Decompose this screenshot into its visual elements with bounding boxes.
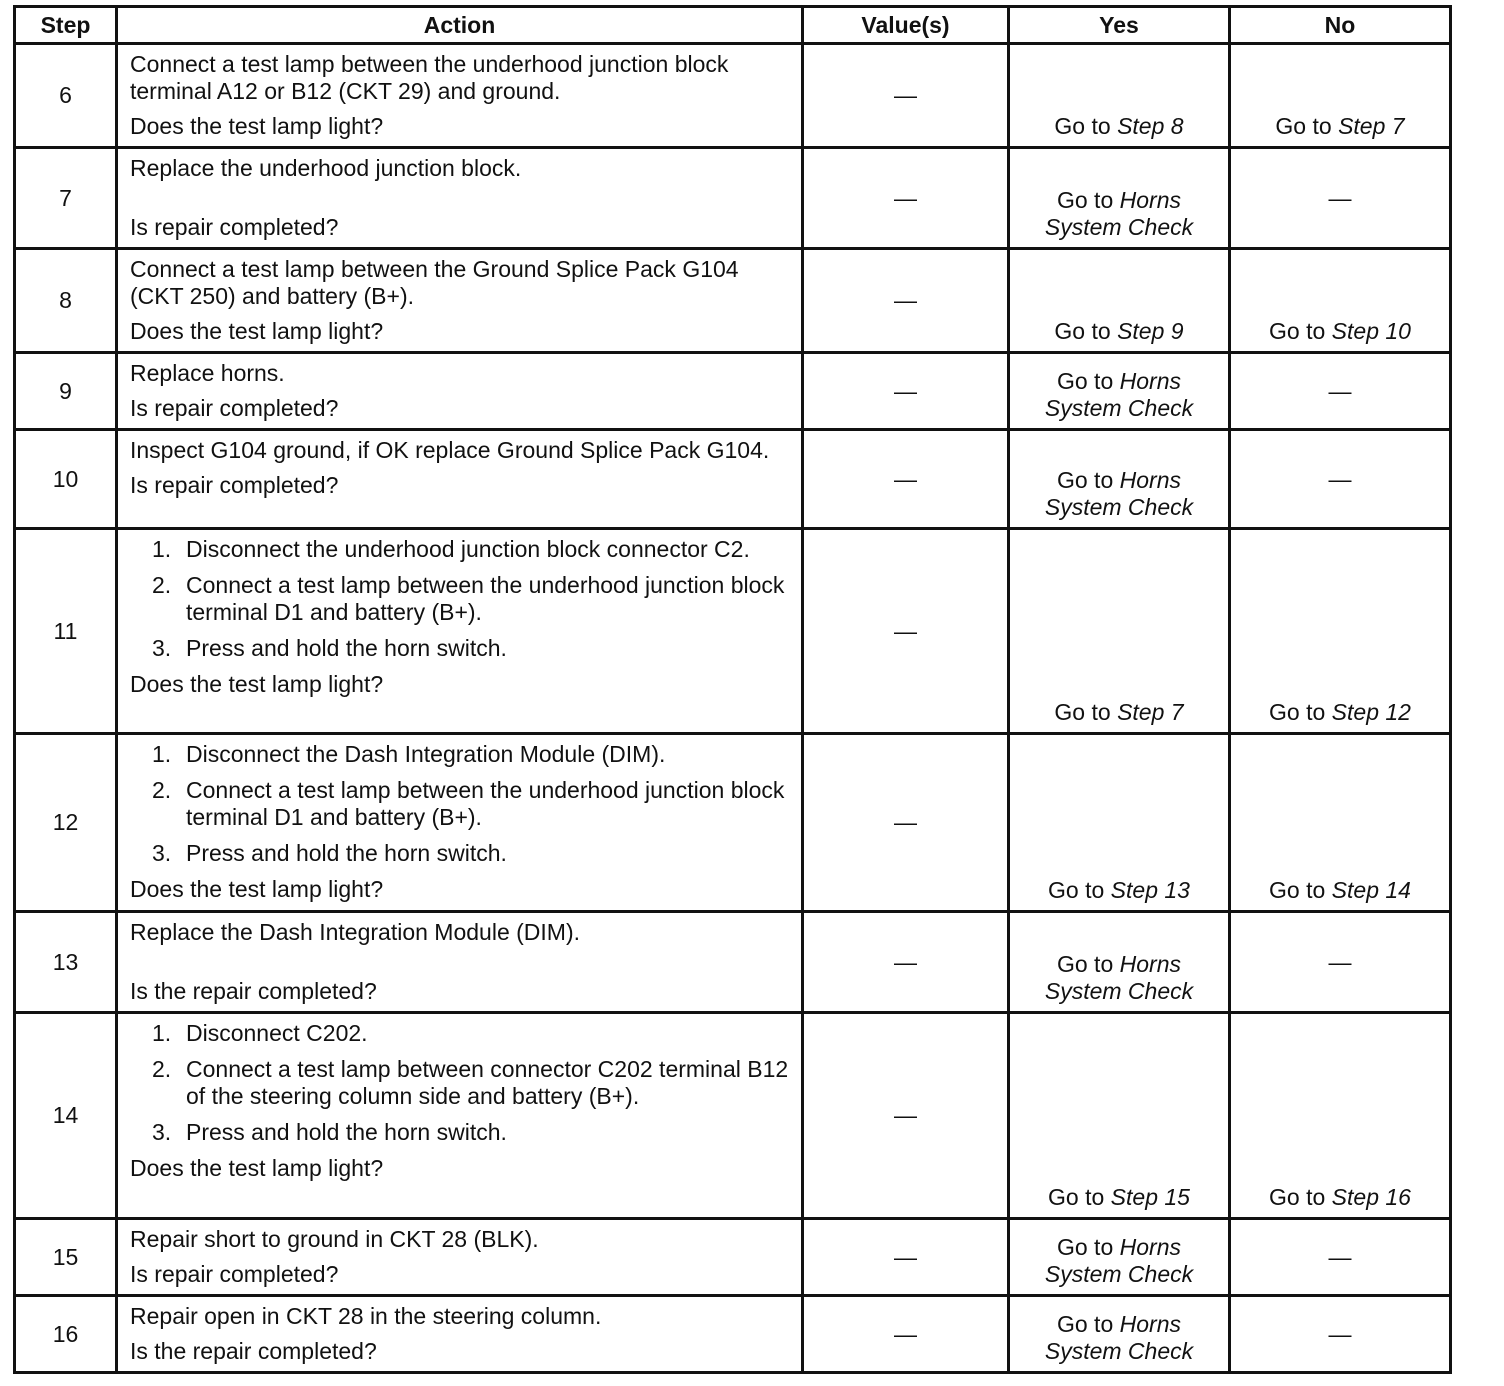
yes-cell xyxy=(1009,1219,1230,1296)
yes-cell xyxy=(1009,734,1230,912)
action-cell xyxy=(117,1219,803,1296)
diagnostic-table xyxy=(13,5,1452,1374)
yes-cell xyxy=(1009,430,1230,529)
table-row xyxy=(15,249,1451,353)
action-cell xyxy=(117,249,803,353)
no-cell xyxy=(1230,430,1451,529)
yes-reference[interactable]: Horns xyxy=(1119,1234,1181,1260)
action-step-number: 3. xyxy=(152,1119,172,1145)
action-question: Is repair completed? xyxy=(130,395,339,421)
step-number: 6 xyxy=(15,44,117,148)
no-cell xyxy=(1230,1013,1451,1219)
yes-cell xyxy=(1009,44,1230,148)
action-gap xyxy=(130,946,791,978)
action-cell xyxy=(117,912,803,1013)
action-step-item xyxy=(130,1020,791,1047)
yes-reference-line2[interactable]: System Check xyxy=(1044,214,1194,240)
yes-reference-line2[interactable]: System Check xyxy=(1044,978,1194,1004)
value-cell: — xyxy=(803,148,1009,249)
value-cell: — xyxy=(803,249,1009,353)
step-number: 11 xyxy=(15,529,117,734)
step-number: 16 xyxy=(15,1296,117,1373)
value-cell: — xyxy=(803,1219,1009,1296)
yes-reference[interactable]: Step 8 xyxy=(1117,113,1184,139)
table-row xyxy=(15,1296,1451,1373)
action-step-text: Connect a test lamp between the underhood junction block terminal D1 and battery (B+). xyxy=(186,572,785,625)
header-yes: Yes xyxy=(1009,7,1230,44)
action-step-number: 2. xyxy=(152,1056,172,1082)
yes-reference-line2[interactable]: System Check xyxy=(1044,395,1194,421)
no-dash: — xyxy=(1328,1243,1352,1270)
value-cell: — xyxy=(803,430,1009,529)
yes-prefix: Go to xyxy=(1056,187,1114,213)
no-cell xyxy=(1230,1219,1451,1296)
yes-prefix: Go to xyxy=(1056,1311,1114,1337)
no-dash: — xyxy=(1328,184,1352,211)
yes-prefix: Go to xyxy=(1048,1184,1105,1210)
action-step-number: 1. xyxy=(152,536,172,562)
yes-reference[interactable]: Horns xyxy=(1119,368,1181,394)
yes-reference[interactable]: Step 7 xyxy=(1117,699,1184,725)
step-number: 9 xyxy=(15,353,117,430)
action-cell xyxy=(117,1013,803,1219)
table-row xyxy=(15,529,1451,734)
yes-reference[interactable]: Horns xyxy=(1119,1311,1181,1337)
action-text: Replace the Dash Integration Module (DIM). xyxy=(130,919,580,945)
no-prefix: Go to xyxy=(1275,113,1332,139)
no-prefix: Go to xyxy=(1269,699,1326,725)
value-cell: — xyxy=(803,353,1009,430)
action-question: Does the test lamp light? xyxy=(130,671,384,697)
action-question: Is repair completed? xyxy=(130,214,339,240)
yes-reference-line2[interactable]: System Check xyxy=(1044,1261,1194,1287)
action-cell xyxy=(117,734,803,912)
no-dash: — xyxy=(1328,377,1352,404)
value-cell: — xyxy=(803,1296,1009,1373)
no-cell xyxy=(1230,734,1451,912)
no-reference[interactable]: Step 12 xyxy=(1331,699,1411,725)
yes-cell xyxy=(1009,1296,1230,1373)
action-question: Is the repair completed? xyxy=(130,978,377,1004)
no-cell xyxy=(1230,353,1451,430)
value-cell: — xyxy=(803,44,1009,148)
diagnostic-table-page xyxy=(13,5,1452,1374)
yes-prefix: Go to xyxy=(1054,113,1111,139)
action-step-item xyxy=(130,1119,791,1146)
action-step-number: 2. xyxy=(152,777,172,803)
action-step-text: Press and hold the horn switch. xyxy=(186,635,507,661)
yes-cell xyxy=(1009,912,1230,1013)
action-text: Connect a test lamp between the Ground Splice Pack G104 (CKT 250) and battery (B+). xyxy=(130,256,739,309)
table-row xyxy=(15,44,1451,148)
action-step-number: 3. xyxy=(152,840,172,866)
action-text: Replace the underhood junction block. xyxy=(130,155,522,181)
action-text: Repair open in CKT 28 in the steering column. xyxy=(130,1303,602,1329)
yes-prefix: Go to xyxy=(1054,699,1111,725)
action-step-text: Press and hold the horn switch. xyxy=(186,1119,507,1145)
yes-prefix: Go to xyxy=(1048,877,1105,903)
action-step-item xyxy=(130,777,791,831)
action-step-text: Connect a test lamp between the underhood junction block terminal D1 and battery (B+). xyxy=(186,777,785,830)
table-row xyxy=(15,148,1451,249)
yes-prefix: Go to xyxy=(1056,368,1114,394)
table-row xyxy=(15,1013,1451,1219)
yes-reference-line2[interactable]: System Check xyxy=(1044,1338,1194,1364)
action-steps-list xyxy=(130,741,791,867)
action-step-item xyxy=(130,840,791,867)
step-number: 10 xyxy=(15,430,117,529)
action-text: Repair short to ground in CKT 28 (BLK). xyxy=(130,1226,539,1252)
header-no: No xyxy=(1230,7,1451,44)
action-text: Inspect G104 ground, if OK replace Ground Splice Pack G104. xyxy=(130,437,770,463)
action-question: Does the test lamp light? xyxy=(130,876,384,902)
action-cell xyxy=(117,148,803,249)
step-number: 15 xyxy=(15,1219,117,1296)
action-steps-list xyxy=(130,1020,791,1146)
yes-reference[interactable]: Step 9 xyxy=(1117,318,1184,344)
action-step-number: 3. xyxy=(152,635,172,661)
action-step-number: 2. xyxy=(152,572,172,598)
action-step-item xyxy=(130,572,791,626)
value-cell: — xyxy=(803,1013,1009,1219)
no-reference[interactable]: Step 14 xyxy=(1331,877,1411,903)
action-text: Replace horns. xyxy=(130,360,285,386)
yes-reference[interactable]: Horns xyxy=(1119,951,1181,977)
action-step-text: Disconnect the Dash Integration Module (DIM). xyxy=(186,741,666,767)
action-step-text: Disconnect C202. xyxy=(186,1020,368,1046)
yes-prefix: Go to xyxy=(1056,951,1114,977)
yes-cell xyxy=(1009,249,1230,353)
no-cell xyxy=(1230,529,1451,734)
no-prefix: Go to xyxy=(1269,318,1326,344)
action-cell xyxy=(117,529,803,734)
yes-reference-line2[interactable]: System Check xyxy=(1044,494,1194,520)
no-dash: — xyxy=(1328,948,1352,975)
yes-prefix: Go to xyxy=(1054,318,1111,344)
action-cell xyxy=(117,430,803,529)
action-step-item xyxy=(130,1056,791,1110)
no-cell xyxy=(1230,44,1451,148)
action-question: Does the test lamp light? xyxy=(130,113,384,139)
no-dash: — xyxy=(1328,465,1352,492)
value-cell: — xyxy=(803,529,1009,734)
no-reference[interactable]: Step 10 xyxy=(1331,318,1411,344)
yes-reference[interactable]: Horns xyxy=(1119,187,1181,213)
action-question: Is repair completed? xyxy=(130,1261,339,1287)
no-cell xyxy=(1230,148,1451,249)
action-text: Connect a test lamp between the underhood junction block terminal A12 or B12 (CKT 29) and ground. xyxy=(130,51,729,104)
yes-cell xyxy=(1009,529,1230,734)
header-action: Action xyxy=(117,7,803,44)
no-reference[interactable]: Step 7 xyxy=(1338,113,1405,139)
step-number: 13 xyxy=(15,912,117,1013)
action-step-text: Disconnect the underhood junction block connector C2. xyxy=(186,536,750,562)
action-question: Does the test lamp light? xyxy=(130,318,384,344)
action-step-text: Press and hold the horn switch. xyxy=(186,840,507,866)
step-number: 7 xyxy=(15,148,117,249)
no-cell xyxy=(1230,1296,1451,1373)
action-question: Is the repair completed? xyxy=(130,1338,377,1364)
value-cell: — xyxy=(803,912,1009,1013)
table-row xyxy=(15,1219,1451,1296)
table-header-row xyxy=(15,7,1451,44)
action-step-item xyxy=(130,536,791,563)
yes-prefix: Go to xyxy=(1056,467,1114,493)
table-row xyxy=(15,912,1451,1013)
no-prefix: Go to xyxy=(1269,1184,1326,1210)
no-prefix: Go to xyxy=(1269,877,1326,903)
no-dash: — xyxy=(1328,1320,1352,1347)
action-cell xyxy=(117,353,803,430)
table-row xyxy=(15,353,1451,430)
yes-cell xyxy=(1009,148,1230,249)
value-cell: — xyxy=(803,734,1009,912)
yes-cell xyxy=(1009,353,1230,430)
action-step-number: 1. xyxy=(152,741,172,767)
no-cell xyxy=(1230,249,1451,353)
no-cell xyxy=(1230,912,1451,1013)
table-row xyxy=(15,734,1451,912)
no-reference[interactable]: Step 16 xyxy=(1331,1184,1411,1210)
action-step-number: 1. xyxy=(152,1020,172,1046)
action-cell xyxy=(117,1296,803,1373)
action-step-item xyxy=(130,635,791,662)
header-values: Value(s) xyxy=(803,7,1009,44)
action-steps-list xyxy=(130,536,791,662)
action-question: Does the test lamp light? xyxy=(130,1155,384,1181)
yes-reference[interactable]: Step 15 xyxy=(1110,1184,1190,1210)
yes-reference[interactable]: Step 13 xyxy=(1110,877,1190,903)
yes-cell xyxy=(1009,1013,1230,1219)
step-number: 14 xyxy=(15,1013,117,1219)
action-cell xyxy=(117,44,803,148)
yes-prefix: Go to xyxy=(1056,1234,1114,1260)
step-number: 8 xyxy=(15,249,117,353)
action-step-item xyxy=(130,741,791,768)
action-question: Is repair completed? xyxy=(130,472,339,498)
yes-reference[interactable]: Horns xyxy=(1119,467,1181,493)
action-step-text: Connect a test lamp between connector C202 terminal B12 of the steering column side and battery (B+). xyxy=(186,1056,789,1109)
header-step: Step xyxy=(15,7,117,44)
action-gap xyxy=(130,182,791,214)
table-row xyxy=(15,430,1451,529)
step-number: 12 xyxy=(15,734,117,912)
